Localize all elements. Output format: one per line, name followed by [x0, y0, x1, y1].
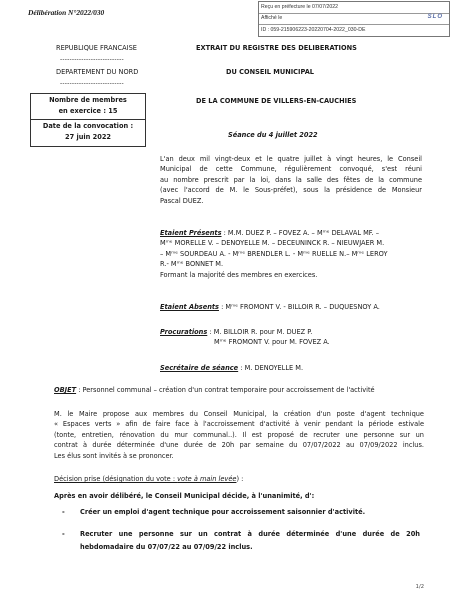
present-line: – Mᵐᵉ SOURDEAU A. - Mᵐᵉ BRENDLER L. - Mᵐᵉ RUELLE N.– Mᵐᵉ LEROY — [160, 249, 388, 258]
intro-line: au nombre prescrit par la loi, dans la salle des fêtes de la commune — [160, 175, 422, 184]
bullet-item: hebdomadaire du 07/07/22 au 07/09/22 inclus. — [80, 543, 253, 551]
stamp-id-line: ID : 059-215906223-20220704-2022_030-DE — [261, 27, 366, 33]
present-line: R.- Mᵐᵉ BONNET M. — [160, 260, 224, 269]
decision-vote: vote à main levée — [177, 475, 237, 483]
secretary-text: : M. DENOYELLE M. — [238, 364, 304, 372]
header-divider: --------------------------- — [60, 56, 124, 63]
present-line: : M.M. DUEZ P. – FOVEZ A. – Mᵐᵉ DELAVAL MF. – — [221, 229, 380, 237]
majority-line: Formant la majorité des membres en exercices. — [160, 270, 318, 279]
objet-label: OBJET — [54, 386, 77, 394]
bullet-dash: - — [62, 530, 65, 538]
members-label: Nombre de membres — [49, 96, 127, 104]
procuration-line: Mᵐᵉ FROMONT V. pour M. FOVEZ A. — [214, 338, 330, 347]
department-label: DEPARTEMENT DU NORD — [56, 68, 139, 76]
members-count: en exercice : 15 — [58, 107, 118, 115]
intro-line: Pascal DUEZ. — [160, 196, 204, 205]
convocation-label: Date de la convocation : — [42, 122, 134, 130]
session-date: Séance du 4 juillet 2022 — [228, 131, 318, 139]
proposal-line: Les élus sont invités à se prononcer. — [54, 451, 174, 460]
commune-title: DE LA COMMUNE DE VILLERS-EN-CAUCHIES — [196, 97, 357, 105]
members-box — [30, 93, 146, 147]
header-divider: --------------------------- — [60, 80, 124, 87]
decision-text: Après en avoir délibéré, le Conseil Municipal décide, à l'unanimité, d': — [54, 492, 315, 500]
register-extract-title: EXTRAIT DU REGISTRE DES DELIBERATIONS — [196, 44, 357, 52]
stamp-divider — [259, 13, 449, 14]
proposal-line: contrat à durée déterminée d'une durée de 20h par semaine du 07/07/2022 au 07/09/2022 inclus. — [54, 441, 424, 450]
procuration-line: : M. BILLOIR R. pour M. DUEZ P. — [207, 328, 313, 336]
procurations-section — [160, 327, 426, 348]
republic-label: REPUBLIQUE FRANCAISE — [56, 44, 137, 52]
stamp-logo: SLO — [427, 14, 443, 20]
convocation-date: 27 juin 2022 — [64, 133, 112, 141]
present-line: Mᵐᵉ MORELLE V. – DENOYELLE M. – DECEUNINCK R. – NIEUWJAER M. — [160, 239, 385, 248]
absent-section — [160, 302, 426, 312]
bullet-dash: - — [62, 508, 65, 516]
stamp-posted-line: Affiché le — [261, 15, 283, 21]
intro-line: (avec l'accord de M. le Sous-préfet), sous la présidence de Monsieur — [160, 186, 422, 195]
intro-line: L'an deux mil vingt-deux et le quatre juillet à vingt heures, le Conseil — [160, 155, 422, 163]
proposal-line: M. le Maire propose aux membres du Conseil Municipal, la création d'un poste d'agent technique — [54, 410, 424, 418]
secretary-label: Secrétaire de séance — [160, 364, 239, 372]
proposal-line: « Espaces verts » afin de faire face à l'accroissement d'activité à venir pendant la période estivale — [54, 420, 424, 429]
intro-paragraph — [160, 154, 422, 206]
procurations-label: Procurations — [160, 328, 208, 336]
bullet-item: Créer un emploi d'agent technique pour accroissement saisonnier d'activité. — [80, 508, 366, 516]
intro-line: Municipal de cette Commune, régulièrement convoqué, s'est réuni — [160, 165, 422, 174]
stamp-divider — [259, 24, 449, 25]
prefecture-stamp — [258, 1, 450, 37]
stamp-received-line: Reçu en préfecture le 07/07/2022 — [261, 4, 339, 10]
municipal-council-title: DU CONSEIL MUNICIPAL — [226, 68, 315, 76]
present-section — [160, 228, 426, 280]
objet-text: : Personnel communal – création d'un contrat temporaire pour accroissement de l'activité — [76, 386, 375, 394]
proposal-paragraph — [54, 409, 424, 461]
decision-label: Décision prise (désignation du vote : — [54, 475, 178, 483]
proposal-line: (tonte, entretien, rénovation du mur communal..). Il est proposé de recruter une personne sur un — [54, 430, 424, 439]
decision-end: ) : — [236, 475, 244, 483]
page-number: 1/2 — [415, 584, 424, 590]
bullet-item: Recruter une personne sur un contrat à durée déterminée d'une durée de 20h — [80, 530, 420, 538]
objet-section — [54, 385, 434, 395]
absent-text: : Mᵐᵉ FROMONT V. - BILLOIR R. – DUQUESNOY A. — [218, 303, 380, 311]
decision-heading — [54, 474, 424, 484]
absent-label: Etaient Absents — [160, 303, 219, 311]
secretary-section — [160, 363, 426, 373]
present-label: Etaient Présents — [160, 229, 222, 237]
box-divider — [31, 119, 145, 120]
deliberation-reference: Délibération N°2022/030 — [28, 8, 105, 17]
